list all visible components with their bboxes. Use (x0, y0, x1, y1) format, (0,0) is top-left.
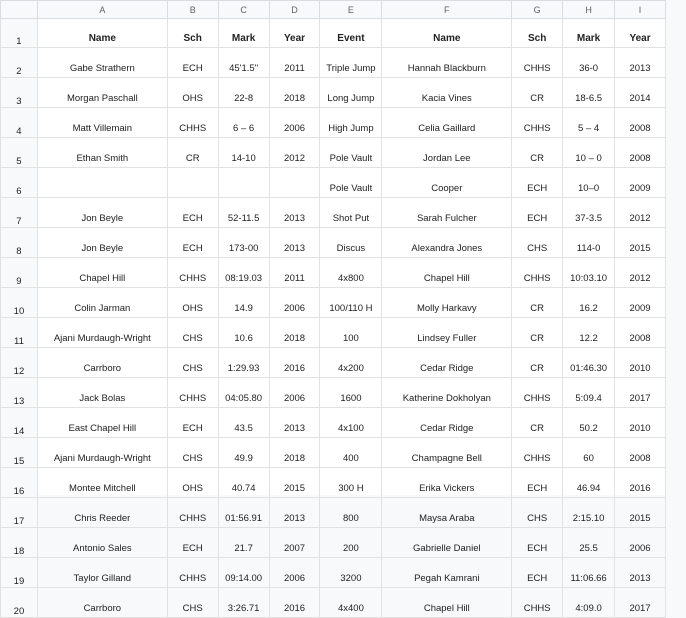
cell[interactable]: 08:19.03 (218, 258, 269, 288)
cell[interactable]: Chapel Hill (382, 588, 512, 618)
cell[interactable]: 18-6.5 (563, 78, 615, 108)
cell[interactable]: Ajani Murdaugh-Wright (37, 438, 167, 468)
cell[interactable]: 2:15.10 (563, 498, 615, 528)
header-cell[interactable]: Name (382, 19, 512, 48)
cell[interactable]: CHHS (167, 108, 218, 138)
cell[interactable]: CHHS (512, 588, 563, 618)
table-row (1, 288, 666, 318)
row-header[interactable]: 18 (1, 528, 38, 558)
cell[interactable]: CR (512, 318, 563, 348)
cell[interactable]: CHS (167, 348, 218, 378)
cell[interactable]: OHS (167, 288, 218, 318)
cell[interactable]: 2013 (269, 498, 320, 528)
cell[interactable]: 10.6 (218, 318, 269, 348)
cell[interactable]: Katherine Dokholyan (382, 378, 512, 408)
cell[interactable]: 40.74 (218, 468, 269, 498)
cell[interactable]: Montee Mitchell (37, 468, 167, 498)
table-row (1, 438, 666, 468)
header-cell[interactable]: Sch (512, 19, 563, 48)
cell[interactable]: Matt Villemain (37, 108, 167, 138)
cell[interactable]: 2008 (615, 438, 666, 468)
cell[interactable]: Antonio Sales (37, 528, 167, 558)
cell[interactable]: 2009 (615, 168, 666, 198)
cell[interactable]: Lindsey Fuller (382, 318, 512, 348)
cell[interactable]: Alexandra Jones (382, 228, 512, 258)
cell[interactable]: Chapel Hill (37, 258, 167, 288)
cell[interactable]: 2013 (615, 48, 666, 78)
cell[interactable]: Molly Harkavy (382, 288, 512, 318)
cell[interactable]: CR (167, 138, 218, 168)
cell[interactable]: ECH (512, 468, 563, 498)
cell[interactable]: 1600 (320, 378, 382, 408)
cell[interactable]: CR (512, 78, 563, 108)
select-all-corner[interactable] (1, 1, 38, 19)
header-cell[interactable]: Sch (167, 19, 218, 48)
cell[interactable]: Cedar Ridge (382, 348, 512, 378)
column-header-d[interactable]: D (269, 1, 320, 19)
header-cell[interactable]: Event (320, 19, 382, 48)
cell[interactable]: High Jump (320, 108, 382, 138)
cell[interactable]: CHS (512, 498, 563, 528)
cell[interactable]: Jon Beyle (37, 198, 167, 228)
row-header[interactable]: 3 (1, 78, 38, 108)
header-cell[interactable]: Name (37, 19, 167, 48)
cell[interactable]: Chapel Hill (382, 258, 512, 288)
column-header-e[interactable]: E (320, 1, 382, 19)
cell[interactable]: 300 H (320, 468, 382, 498)
cell[interactable]: 11:06.66 (563, 558, 615, 588)
cell[interactable]: ECH (167, 528, 218, 558)
row-header[interactable]: 8 (1, 228, 38, 258)
cell[interactable]: 37-3.5 (563, 198, 615, 228)
cell[interactable]: Kacia Vines (382, 78, 512, 108)
table-row (1, 348, 666, 378)
header-cell[interactable]: Mark (563, 19, 615, 48)
row-header[interactable]: 10 (1, 288, 38, 318)
cell[interactable]: 10 – 0 (563, 138, 615, 168)
cell[interactable]: Morgan Paschall (37, 78, 167, 108)
cell[interactable]: 4x800 (320, 258, 382, 288)
row-header[interactable]: 1 (1, 19, 38, 48)
cell[interactable]: OHS (167, 78, 218, 108)
cell[interactable]: Taylor Gilland (37, 558, 167, 588)
cell[interactable]: 2018 (269, 78, 320, 108)
column-header-h[interactable]: H (563, 1, 615, 19)
column-header-b[interactable]: B (167, 1, 218, 19)
cell[interactable]: 16.2 (563, 288, 615, 318)
cell[interactable]: 100 (320, 318, 382, 348)
row-header[interactable]: 19 (1, 558, 38, 588)
cell[interactable]: 49.9 (218, 438, 269, 468)
table-row (1, 108, 666, 138)
cell[interactable]: Pole Vault (320, 138, 382, 168)
cell[interactable]: 50.2 (563, 408, 615, 438)
row-header[interactable]: 7 (1, 198, 38, 228)
cell[interactable]: 01:46.30 (563, 348, 615, 378)
cell[interactable]: 2009 (615, 288, 666, 318)
table-row (1, 558, 666, 588)
cell[interactable]: ECH (167, 48, 218, 78)
cell[interactable]: 43.5 (218, 408, 269, 438)
cell[interactable]: Cedar Ridge (382, 408, 512, 438)
cell[interactable]: 3200 (320, 558, 382, 588)
cell[interactable]: 46.94 (563, 468, 615, 498)
cell[interactable]: Colin Jarman (37, 288, 167, 318)
cell[interactable]: 2018 (269, 318, 320, 348)
cell[interactable]: 100/110 H (320, 288, 382, 318)
cell[interactable]: 200 (320, 528, 382, 558)
table-row (1, 48, 666, 78)
cell[interactable]: 2012 (269, 138, 320, 168)
cell[interactable]: Chris Reeder (37, 498, 167, 528)
cell[interactable]: CHHS (167, 498, 218, 528)
cell[interactable]: 2013 (269, 198, 320, 228)
cell[interactable]: ECH (167, 198, 218, 228)
cell[interactable]: CHHS (512, 438, 563, 468)
cell[interactable]: 2006 (269, 108, 320, 138)
cell[interactable]: Jordan Lee (382, 138, 512, 168)
cell[interactable]: ECH (512, 558, 563, 588)
cell[interactable] (37, 168, 167, 198)
table-row (1, 198, 666, 228)
cell[interactable]: 2008 (615, 108, 666, 138)
cell[interactable]: 2011 (269, 48, 320, 78)
cell[interactable]: 22-8 (218, 78, 269, 108)
table-row (1, 318, 666, 348)
row-header[interactable]: 14 (1, 408, 38, 438)
cell[interactable]: 10:03.10 (563, 258, 615, 288)
table-row (1, 528, 666, 558)
cell[interactable]: 2007 (269, 528, 320, 558)
row-header[interactable]: 11 (1, 318, 38, 348)
cell[interactable]: 2013 (269, 228, 320, 258)
cell[interactable]: CHS (167, 318, 218, 348)
cell[interactable]: Long Jump (320, 78, 382, 108)
column-header-a[interactable]: A (37, 1, 167, 19)
header-cell[interactable]: Year (615, 19, 666, 48)
table-row (1, 408, 666, 438)
column-header-i[interactable]: I (615, 1, 666, 19)
row-header[interactable]: 9 (1, 258, 38, 288)
cell[interactable]: 2010 (615, 408, 666, 438)
cell[interactable]: Shot Put (320, 198, 382, 228)
cell[interactable]: 2008 (615, 318, 666, 348)
cell[interactable] (218, 168, 269, 198)
cell[interactable]: OHS (167, 468, 218, 498)
cell[interactable]: CR (512, 288, 563, 318)
table-row (1, 498, 666, 528)
cell[interactable]: 1:29.93 (218, 348, 269, 378)
row-header[interactable]: 4 (1, 108, 38, 138)
cell[interactable] (167, 168, 218, 198)
row-header[interactable]: 17 (1, 498, 38, 528)
cell[interactable]: 114-0 (563, 228, 615, 258)
cell[interactable]: Ajani Murdaugh-Wright (37, 318, 167, 348)
cell[interactable]: Ethan Smith (37, 138, 167, 168)
cell[interactable]: 2015 (269, 468, 320, 498)
cell[interactable]: 4:09.0 (563, 588, 615, 618)
cell[interactable]: 2017 (615, 378, 666, 408)
cell[interactable]: Discus (320, 228, 382, 258)
table-row (1, 78, 666, 108)
row-header[interactable]: 2 (1, 48, 38, 78)
cell[interactable]: 2014 (615, 78, 666, 108)
cell[interactable]: Champagne Bell (382, 438, 512, 468)
cell[interactable]: CHS (512, 228, 563, 258)
cell[interactable]: 4x100 (320, 408, 382, 438)
cell[interactable]: Carrboro (37, 348, 167, 378)
cell[interactable]: ECH (167, 408, 218, 438)
cell[interactable]: 12.2 (563, 318, 615, 348)
cell[interactable]: Celia Gaillard (382, 108, 512, 138)
cell[interactable]: Erika Vickers (382, 468, 512, 498)
cell[interactable]: 10–0 (563, 168, 615, 198)
cell[interactable]: Sarah Fulcher (382, 198, 512, 228)
cell[interactable]: Gabrielle Daniel (382, 528, 512, 558)
table-row (1, 588, 666, 618)
cell[interactable]: 2016 (269, 348, 320, 378)
cell[interactable]: 2006 (269, 288, 320, 318)
cell[interactable]: CHHS (512, 258, 563, 288)
cell[interactable]: CR (512, 138, 563, 168)
cell[interactable]: CHHS (167, 558, 218, 588)
cell[interactable]: 60 (563, 438, 615, 468)
cell[interactable]: ECH (167, 228, 218, 258)
cell[interactable]: CHHS (167, 378, 218, 408)
cell[interactable]: 2015 (615, 498, 666, 528)
cell[interactable]: CR (512, 348, 563, 378)
cell[interactable] (269, 168, 320, 198)
table-row (1, 258, 666, 288)
cell[interactable]: Triple Jump (320, 48, 382, 78)
cell[interactable]: 2008 (615, 138, 666, 168)
table-row (1, 468, 666, 498)
table-row (1, 378, 666, 408)
cell[interactable]: Jack Bolas (37, 378, 167, 408)
row-header[interactable]: 6 (1, 168, 38, 198)
header-row (1, 19, 666, 48)
cell[interactable]: 5:09.4 (563, 378, 615, 408)
cell[interactable]: Hannah Blackburn (382, 48, 512, 78)
cell[interactable]: 2017 (615, 588, 666, 618)
row-header[interactable]: 13 (1, 378, 38, 408)
cell[interactable]: 2006 (269, 378, 320, 408)
cell[interactable]: 2013 (615, 558, 666, 588)
cell[interactable]: 09:14.00 (218, 558, 269, 588)
cell[interactable]: 14.9 (218, 288, 269, 318)
cell[interactable]: 2012 (615, 258, 666, 288)
cell[interactable]: CHHS (512, 378, 563, 408)
cell[interactable]: ECH (512, 528, 563, 558)
cell[interactable]: 2010 (615, 348, 666, 378)
cell[interactable]: 04:05.80 (218, 378, 269, 408)
column-header-g[interactable]: G (512, 1, 563, 19)
row-header[interactable]: 12 (1, 348, 38, 378)
cell[interactable]: ECH (512, 168, 563, 198)
cell[interactable]: 45'1.5" (218, 48, 269, 78)
cell[interactable]: 2006 (269, 558, 320, 588)
row-header[interactable]: 5 (1, 138, 38, 168)
header-cell[interactable]: Mark (218, 19, 269, 48)
cell[interactable]: 2012 (615, 198, 666, 228)
cell[interactable]: Pole Vault (320, 168, 382, 198)
table-row (1, 228, 666, 258)
cell[interactable]: CHHS (167, 258, 218, 288)
column-header-c[interactable]: C (218, 1, 269, 19)
cell[interactable]: CHS (167, 588, 218, 618)
cell[interactable]: 173-00 (218, 228, 269, 258)
cell[interactable]: 2018 (269, 438, 320, 468)
cell[interactable]: Carrboro (37, 588, 167, 618)
cell[interactable]: 25.5 (563, 528, 615, 558)
table-row (1, 168, 666, 198)
cell[interactable]: 2015 (615, 228, 666, 258)
cell[interactable]: 01:56.91 (218, 498, 269, 528)
cell[interactable]: Maysa Araba (382, 498, 512, 528)
table-row (1, 138, 666, 168)
cell[interactable]: Pegah Kamrani (382, 558, 512, 588)
cell[interactable]: 2016 (615, 468, 666, 498)
cell[interactable]: CHHS (512, 48, 563, 78)
cell[interactable]: 2013 (269, 408, 320, 438)
cell[interactable]: 400 (320, 438, 382, 468)
column-header-f[interactable]: F (382, 1, 512, 19)
cell[interactable]: 36-0 (563, 48, 615, 78)
column-header-row (1, 1, 666, 19)
cell[interactable]: 4x400 (320, 588, 382, 618)
cell[interactable]: 4x200 (320, 348, 382, 378)
cell[interactable]: 5 – 4 (563, 108, 615, 138)
cell[interactable]: ECH (512, 198, 563, 228)
row-header[interactable]: 15 (1, 438, 38, 468)
cell[interactable]: 21.7 (218, 528, 269, 558)
cell[interactable]: Jon Beyle (37, 228, 167, 258)
cell[interactable]: 6 – 6 (218, 108, 269, 138)
cell[interactable]: CHHS (512, 108, 563, 138)
cell[interactable]: East Chapel Hill (37, 408, 167, 438)
cell[interactable]: Cooper (382, 168, 512, 198)
cell[interactable]: 2011 (269, 258, 320, 288)
cell[interactable]: 52-11.5 (218, 198, 269, 228)
header-cell[interactable]: Year (269, 19, 320, 48)
cell[interactable]: CR (512, 408, 563, 438)
row-header[interactable]: 16 (1, 468, 38, 498)
row-header[interactable]: 20 (1, 588, 38, 618)
cell[interactable]: 2006 (615, 528, 666, 558)
cell[interactable]: 2016 (269, 588, 320, 618)
cell[interactable]: Gabe Strathern (37, 48, 167, 78)
cell[interactable]: CHS (167, 438, 218, 468)
cell[interactable]: 800 (320, 498, 382, 528)
cell[interactable]: 3:26.71 (218, 588, 269, 618)
cell[interactable]: 14-10 (218, 138, 269, 168)
